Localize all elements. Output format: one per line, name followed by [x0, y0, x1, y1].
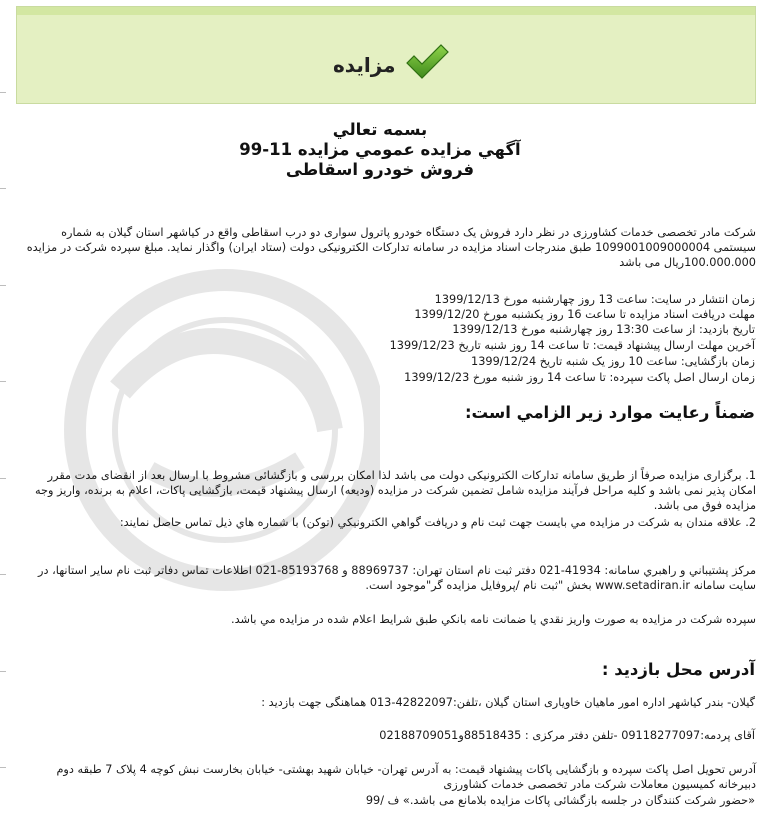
address-line: آقای پردمه:09118277097 -تلفن دفتر مرکزی : 88518435و02188709051	[379, 729, 755, 742]
title-banner	[16, 6, 756, 104]
checkmark-icon	[405, 43, 449, 83]
support-contacts: مرکز پشتيباني و راهبري سامانه: 41934-021 دفتر ثبت نام استان تهران: 88969737 و 85193768-021 اطلاعات تماس دفاتر ثبت نام ساير استانها، در سايت سامانه www.setadiran.ir بخش "ثبت نام /پروفايل مزايده گر"موجود است.	[38, 564, 756, 592]
requirement-item: 2. علاقه مندان به شرکت در مزايده مي بايست جهت ثبت نام و دريافت گواهي الکترونيکي (توکن) با شماره هاي ذيل تماس حاصل نمايند:	[119, 516, 756, 529]
address-line: گیلان- بندر کیاشهر اداره امور ماهیان خاویاری استان گیلان ،تلفن:42822097-013 هماهنگی جهت بازدید :	[261, 696, 755, 709]
deposit-note: سپرده شرکت در مزایده به صورت واریز نقدي یا ضمانت نامه بانکي طبق شرایط اعلام شده در مزایده مي باشد.	[231, 613, 756, 626]
schedule-item: آخرین مهلت ارسال پیشنهاد قیمت: تا ساعت 14 روز شنبه تاریخ 1399/12/23	[389, 339, 755, 352]
schedule-item: زمان ارسال اصل پاکت سپرده: تا ساعت 14 روز شنبه مورخ 1399/12/23	[404, 371, 755, 384]
banner-ribbon	[17, 7, 755, 15]
heading-bismillah: بسمه تعالي	[332, 120, 428, 139]
schedule-item: مهلت دریافت اسناد مزایده تا ساعت 16 روز یکشنبه مورخ 1399/12/20	[414, 308, 755, 321]
banner-title: مزایده	[333, 53, 396, 77]
requirement-item: 1. برگزاری مزایده صرفاً از طریق سامانه تدارکات الکترونیکی دولت می باشد لذا امکان بررسی و بازگشائی مشروط با ارسال بعد از انقضای مدت مقرر امکان پذیر نمی باشد و کلیه مراحل فرآیند مزایده شامل تضمین شرکت در مزایده (ودیعه) ارسال پیشنهاد قیمت، بازگشایی پاکات، اعلام به برنده، واریز وجه مزایده فوق می باشد.	[34, 469, 756, 512]
address-title: آدرس محل بازدید :	[601, 660, 755, 679]
intro-paragraph: شرکت مادر تخصصی خدمات کشاورزی در نظر دارد فروش یک دستگاه خودرو پاترول سواری دو درب اسقاطی واقع در کیاشهر استان گیلان به شماره سیستمی 1099001009000004 طبق مندرجات اسناد مزایده در سامانه تدارکات الکترونیکی دولت (ستاد ایران) واگذار نماید. مبلغ سپرده شرکت در مزایده 100.000.000ریال می باشد	[26, 226, 756, 269]
schedule-item: تاریخ بازدید: از ساعت 13:30 روز چهارشنبه مورخ 1399/12/13	[452, 323, 755, 336]
address-line: «حضور شرکت کنندگان در جلسه بازگشائی پاکات مزایده بلامانع می باشد.» ف /99	[365, 794, 755, 807]
address-line: آدرس تحویل اصل پاکت سپرده و بازگشایی پاکات پیشنهاد قیمت: به آدرس تهران- خیابان شهید بهشتی- خیابان بخارست نبش کوچه 4 پلاک 7 طبقه دوم دبیرخانه کمیسیون معاملات شرکت مادر تخصصی خدمات کشاورزی	[56, 763, 756, 791]
heading-subject: فروش خودرو اسقاطی	[285, 160, 475, 179]
edge-ticks	[0, 0, 8, 825]
schedule-item: زمان بازگشایی: ساعت 10 روز یک شنبه تاریخ 1399/12/24	[471, 355, 755, 368]
watermark-logo	[60, 260, 380, 600]
heading-auction-notice: آگهي مزايده عمومي مزايده 11-99	[239, 140, 521, 159]
requirements-title: ضمناً رعايت موارد زير الزامي است:	[464, 403, 755, 422]
schedule-item: زمان انتشار در سایت: ساعت 13 روز چهارشنبه مورخ 1399/12/13	[434, 293, 755, 306]
